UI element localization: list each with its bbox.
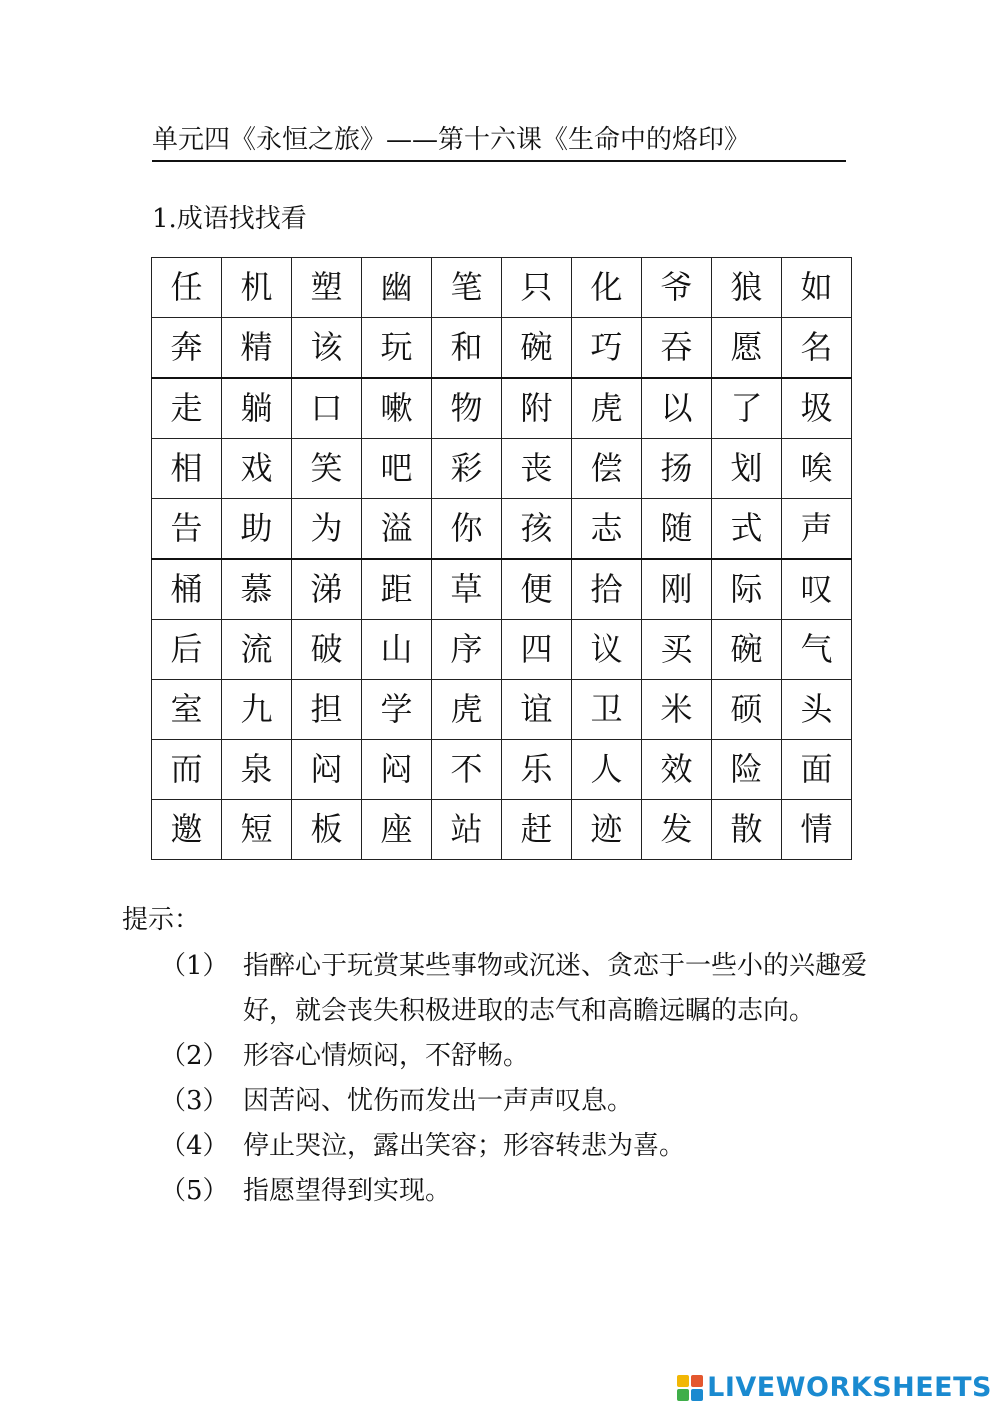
grid-row	[152, 499, 852, 560]
hint-text: 停止哭泣，露出笑容；形容转悲为喜。	[243, 1131, 686, 1161]
liveworksheets-logo-icon	[677, 1375, 703, 1401]
logo-text-live: LIVE	[707, 1372, 776, 1403]
grid-cell[interactable]: 刚	[642, 559, 712, 620]
hint-item	[160, 944, 890, 1034]
grid-cell[interactable]: 桶	[152, 559, 222, 620]
hint-number: （5）	[160, 1176, 229, 1206]
grid-cell[interactable]: 嗽	[362, 378, 432, 439]
grid-cell[interactable]: 狼	[712, 258, 782, 318]
grid-cell[interactable]: 告	[152, 499, 222, 560]
grid-cell[interactable]: 闷	[362, 740, 432, 800]
grid-cell[interactable]: 以	[642, 378, 712, 439]
grid-cell[interactable]: 室	[152, 680, 222, 740]
hints-list	[160, 944, 890, 1214]
grid-cell[interactable]: 式	[712, 499, 782, 560]
grid-cell[interactable]: 和	[432, 318, 502, 379]
grid-cell[interactable]: 为	[292, 499, 362, 560]
grid-cell[interactable]: 扬	[642, 439, 712, 499]
grid-cell[interactable]: 短	[222, 800, 292, 860]
liveworksheets-logo	[677, 1372, 992, 1403]
grid-cell[interactable]: 闷	[292, 740, 362, 800]
grid-cell[interactable]: 硕	[712, 680, 782, 740]
grid-cell[interactable]: 走	[152, 378, 222, 439]
grid-cell[interactable]: 板	[292, 800, 362, 860]
grid-cell[interactable]: 戏	[222, 439, 292, 499]
grid-row	[152, 680, 852, 740]
grid-cell[interactable]: 拾	[572, 559, 642, 620]
grid-cell[interactable]: 如	[782, 258, 852, 318]
grid-cell[interactable]: 乐	[502, 740, 572, 800]
grid-cell[interactable]: 助	[222, 499, 292, 560]
grid-cell[interactable]: 任	[152, 258, 222, 318]
hint-item	[160, 1169, 890, 1214]
grid-cell[interactable]: 孩	[502, 499, 572, 560]
grid-cell[interactable]: 际	[712, 559, 782, 620]
hint-item	[160, 1079, 890, 1124]
grid-row	[152, 258, 852, 318]
hint-number: （1）	[160, 951, 229, 981]
grid-row	[152, 439, 852, 499]
grid-cell[interactable]: 偿	[572, 439, 642, 499]
grid-cell[interactable]: 了	[712, 378, 782, 439]
grid-cell[interactable]: 距	[362, 559, 432, 620]
grid-cell[interactable]: 草	[432, 559, 502, 620]
hint-number: （3）	[160, 1086, 229, 1116]
grid-cell[interactable]: 吞	[642, 318, 712, 379]
grid-cell[interactable]: 笔	[432, 258, 502, 318]
grid-cell[interactable]: 虎	[572, 378, 642, 439]
grid-cell[interactable]: 口	[292, 378, 362, 439]
grid-cell[interactable]: 吧	[362, 439, 432, 499]
grid-cell[interactable]: 九	[222, 680, 292, 740]
grid-cell[interactable]: 化	[572, 258, 642, 318]
hint-text: 指愿望得到实现。	[243, 1176, 452, 1206]
grid-cell[interactable]: 破	[292, 620, 362, 680]
section-title: 1.成语找找看	[152, 204, 307, 234]
grid-cell[interactable]: 爷	[642, 258, 712, 318]
grid-cell[interactable]: 险	[712, 740, 782, 800]
grid-cell[interactable]: 面	[782, 740, 852, 800]
idiom-grid	[151, 257, 852, 860]
grid-cell[interactable]: 散	[712, 800, 782, 860]
hint-text: 因苦闷、忧伤而发出一声声叹息。	[243, 1086, 634, 1116]
grid-cell[interactable]: 人	[572, 740, 642, 800]
grid-cell[interactable]: 巧	[572, 318, 642, 379]
grid-row	[152, 740, 852, 800]
logo-text-worksheets: WORKSHEETS	[775, 1372, 992, 1403]
grid-cell[interactable]: 志	[572, 499, 642, 560]
grid-cell[interactable]: 头	[782, 680, 852, 740]
grid-cell[interactable]: 发	[642, 800, 712, 860]
grid-cell[interactable]: 愿	[712, 318, 782, 379]
grid-cell[interactable]: 虎	[432, 680, 502, 740]
grid-cell[interactable]: 流	[222, 620, 292, 680]
grid-cell[interactable]: 便	[502, 559, 572, 620]
grid-cell[interactable]: 议	[572, 620, 642, 680]
grid-cell[interactable]: 学	[362, 680, 432, 740]
grid-cell[interactable]: 四	[502, 620, 572, 680]
grid-cell[interactable]: 涕	[292, 559, 362, 620]
grid-row	[152, 559, 852, 620]
grid-cell[interactable]: 后	[152, 620, 222, 680]
grid-cell[interactable]: 圾	[782, 378, 852, 439]
grid-cell[interactable]: 彩	[432, 439, 502, 499]
grid-cell[interactable]: 只	[502, 258, 572, 318]
grid-cell[interactable]: 相	[152, 439, 222, 499]
grid-cell[interactable]: 担	[292, 680, 362, 740]
grid-row	[152, 620, 852, 680]
page-title: 单元四《永恒之旅》——第十六课《生命中的烙印》	[152, 122, 846, 162]
grid-cell[interactable]: 碗	[502, 318, 572, 379]
hint-text: 形容心情烦闷，不舒畅。	[243, 1041, 530, 1071]
grid-cell[interactable]: 物	[432, 378, 502, 439]
grid-cell[interactable]: 不	[432, 740, 502, 800]
grid-cell[interactable]: 精	[222, 318, 292, 379]
grid-cell[interactable]: 山	[362, 620, 432, 680]
hint-item	[160, 1034, 890, 1079]
grid-cell[interactable]: 卫	[572, 680, 642, 740]
grid-cell[interactable]: 迹	[572, 800, 642, 860]
grid-cell[interactable]: 笑	[292, 439, 362, 499]
grid-cell[interactable]: 丧	[502, 439, 572, 499]
grid-cell[interactable]: 玩	[362, 318, 432, 379]
grid-cell[interactable]: 谊	[502, 680, 572, 740]
grid-cell[interactable]: 赶	[502, 800, 572, 860]
grid-cell[interactable]: 划	[712, 439, 782, 499]
grid-cell[interactable]: 站	[432, 800, 502, 860]
grid-cell[interactable]: 附	[502, 378, 572, 439]
grid-cell[interactable]: 邀	[152, 800, 222, 860]
grid-cell[interactable]: 碗	[712, 620, 782, 680]
grid-cell[interactable]: 而	[152, 740, 222, 800]
grid-cell[interactable]: 气	[782, 620, 852, 680]
grid-row	[152, 318, 852, 379]
grid-cell[interactable]: 米	[642, 680, 712, 740]
grid-cell[interactable]: 该	[292, 318, 362, 379]
grid-cell[interactable]: 情	[782, 800, 852, 860]
grid-cell[interactable]: 慕	[222, 559, 292, 620]
grid-row	[152, 378, 852, 439]
grid-cell[interactable]: 躺	[222, 378, 292, 439]
grid-cell[interactable]: 效	[642, 740, 712, 800]
grid-cell[interactable]: 溢	[362, 499, 432, 560]
grid-cell[interactable]: 座	[362, 800, 432, 860]
grid-cell[interactable]: 声	[782, 499, 852, 560]
grid-cell[interactable]: 你	[432, 499, 502, 560]
hint-label: 提示：	[122, 905, 201, 935]
grid-cell[interactable]: 幽	[362, 258, 432, 318]
grid-cell[interactable]: 塑	[292, 258, 362, 318]
grid-cell[interactable]: 奔	[152, 318, 222, 379]
grid-cell[interactable]: 买	[642, 620, 712, 680]
grid-cell[interactable]: 序	[432, 620, 502, 680]
grid-cell[interactable]: 泉	[222, 740, 292, 800]
hint-number: （2）	[160, 1041, 229, 1071]
grid-cell[interactable]: 机	[222, 258, 292, 318]
grid-cell[interactable]: 叹	[782, 559, 852, 620]
hint-number: （4）	[160, 1131, 229, 1161]
grid-cell[interactable]: 唉	[782, 439, 852, 499]
grid-row	[152, 800, 852, 860]
grid-cell[interactable]: 名	[782, 318, 852, 379]
grid-cell[interactable]: 随	[642, 499, 712, 560]
hint-text: 指醉心于玩赏某些事物或沉迷、贪恋于一些小的兴趣爱好，就会丧失积极进取的志气和高瞻远瞩的志向。	[243, 951, 868, 1026]
hint-item	[160, 1124, 890, 1169]
